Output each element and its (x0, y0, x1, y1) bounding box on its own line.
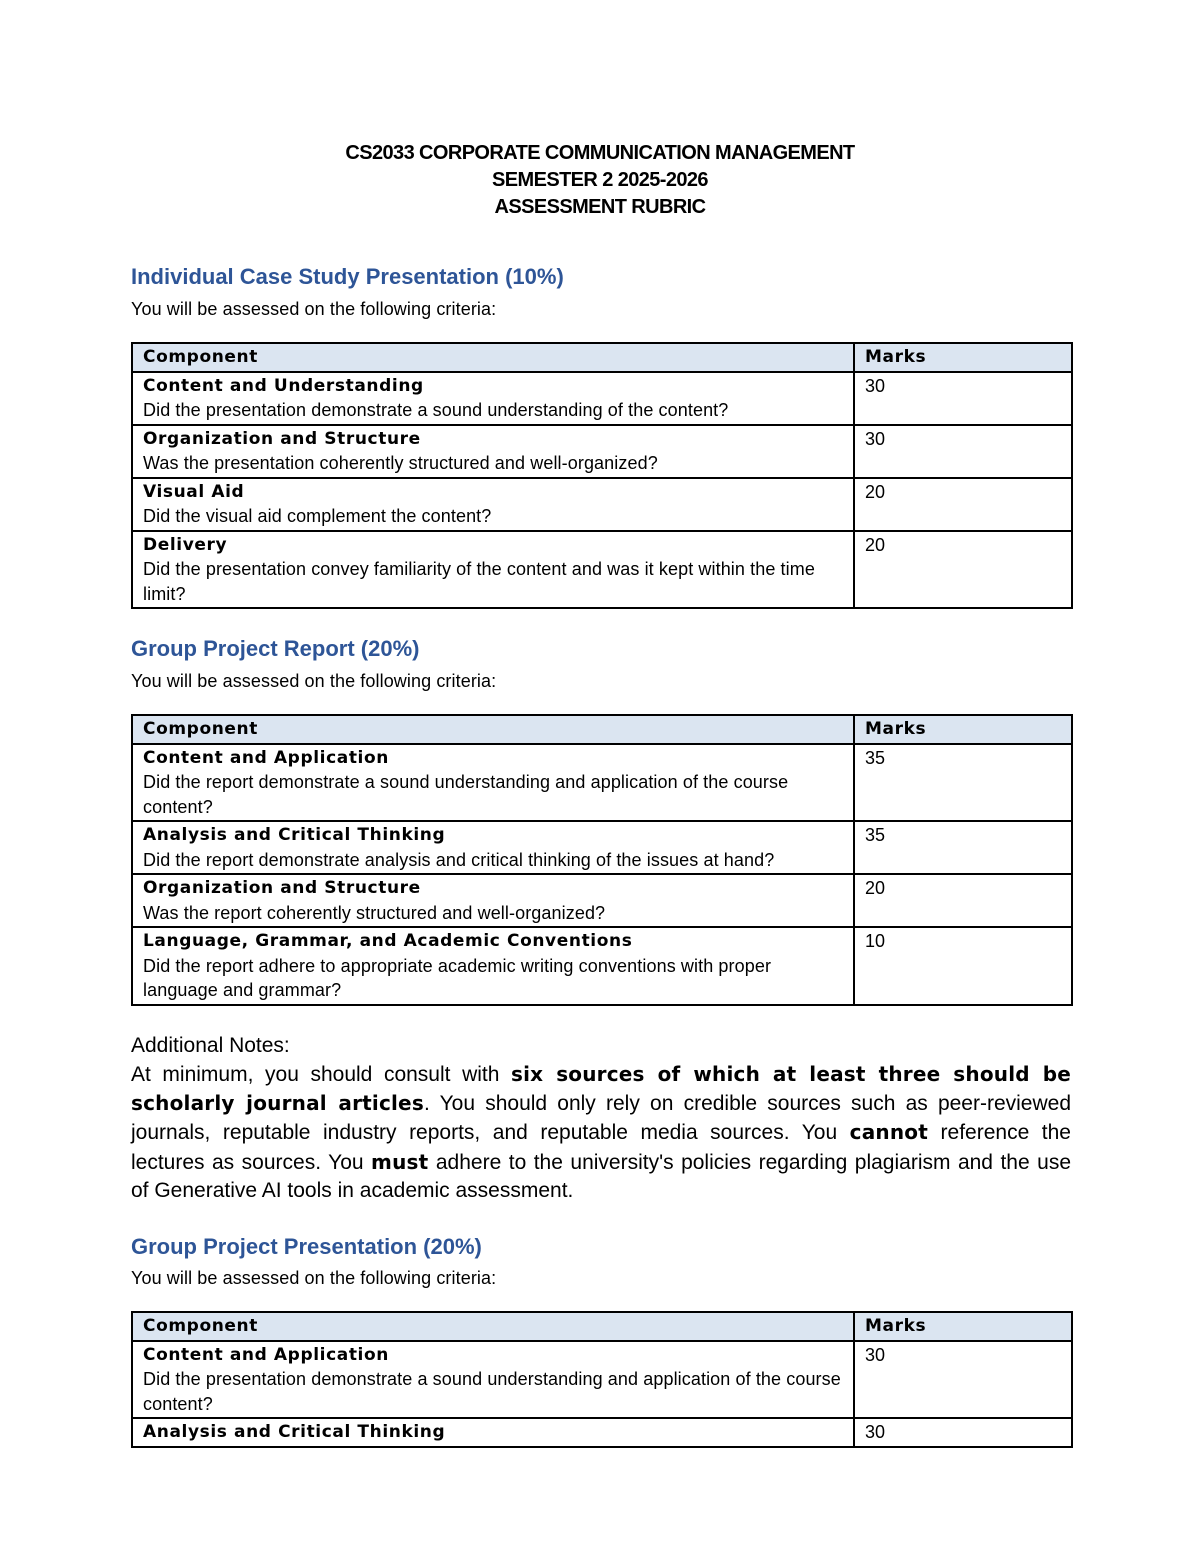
rubric-table (131, 1311, 1073, 1448)
section-title: Group Project Report (20%) (131, 636, 420, 661)
marks-cell: 10 (854, 927, 1072, 1005)
marks-column-header: Marks (854, 343, 1072, 372)
marks-cell: 30 (854, 1341, 1072, 1419)
marks-cell: 30 (854, 425, 1072, 478)
component-column-header: Component (132, 715, 854, 744)
notes-heading: Additional Notes: (131, 1033, 290, 1057)
component-name: Organization and Structure (143, 878, 421, 898)
table-row (132, 821, 1072, 874)
marks-column-header: Marks (854, 1312, 1072, 1341)
component-name: Visual Aid (143, 481, 245, 502)
component-cell (132, 874, 854, 927)
component-cell (132, 744, 854, 822)
notes-text: adhere to the university's policies regarding plagiarism and the use of Generative AI tools in academic assessment. (131, 1150, 1071, 1202)
component-name: Content and Application (143, 747, 389, 768)
component-description: Did the report demonstrate a sound understanding and application of the course content? (143, 772, 789, 817)
marks-column-header: Marks (854, 715, 1072, 744)
table-header-row (132, 343, 1072, 372)
table-row (132, 1341, 1072, 1419)
component-cell (132, 531, 854, 609)
notes-text: At minimum, you should consult with (131, 1062, 512, 1086)
semester-line: SEMESTER 2 2025-2026 (492, 169, 708, 191)
table-header-row (132, 1312, 1072, 1341)
component-name: Delivery (143, 534, 228, 555)
component-description: Was the presentation coherently structured and well-organized? (143, 453, 658, 473)
rubric-title: ASSESSMENT RUBRIC (494, 196, 706, 218)
section-group-presentation (131, 1233, 1071, 1448)
component-description: Did the visual aid complement the content? (143, 506, 492, 526)
component-cell (132, 1418, 854, 1447)
section-group-report (131, 635, 1071, 1006)
component-name: Analysis and Critical Thinking (143, 825, 446, 845)
notes-emphasis: cannot (849, 1120, 929, 1145)
marks-cell: 30 (854, 1418, 1072, 1447)
component-column-header: Component (132, 343, 854, 372)
component-name: Organization and Structure (143, 428, 421, 449)
component-name: Analysis and Critical Thinking (143, 1422, 446, 1443)
section-intro: You will be assessed on the following criteria: (131, 1268, 497, 1289)
table-row (132, 478, 1072, 531)
notes-emphasis: must (371, 1149, 429, 1174)
marks-cell: 35 (854, 744, 1072, 822)
component-cell (132, 927, 854, 1005)
table-row (132, 744, 1072, 822)
document-header (129, 140, 1071, 221)
component-name: Language, Grammar, and Academic Conventions (143, 931, 633, 951)
table-row (132, 531, 1072, 609)
component-description: Did the presentation demonstrate a sound understanding of the content? (143, 400, 729, 420)
notes-text: reference the lectures as sources. You (131, 1121, 1071, 1174)
table-row (132, 372, 1072, 425)
component-cell (132, 478, 854, 531)
rubric-table (131, 342, 1073, 609)
component-description: Was the report coherently structured and well-organized? (143, 902, 606, 923)
marks-cell: 20 (854, 478, 1072, 531)
notes-text: . You should only rely on credible sources such as peer-reviewed journals, reputable industry reports, and reputable media sources. You (131, 1092, 1072, 1145)
component-cell (132, 821, 854, 874)
table-row (132, 927, 1072, 1005)
section-individual-presentation (131, 263, 1071, 609)
course-title: CS2033 CORPORATE COMMUNICATION MANAGEMENT (345, 142, 855, 164)
component-cell (132, 372, 854, 425)
component-description: Did the presentation demonstrate a sound understanding and application of the course content? (143, 1369, 841, 1414)
component-description: Did the report adhere to appropriate academic writing conventions with proper language and grammar? (143, 955, 772, 1000)
section-title: Group Project Presentation (20%) (131, 1234, 482, 1260)
additional-notes (131, 1032, 1071, 1206)
table-row (132, 1418, 1072, 1447)
component-name: Content and Understanding (143, 375, 424, 396)
document-page (131, 140, 1071, 1448)
component-description: Did the report demonstrate analysis and critical thinking of the issues at hand? (143, 849, 775, 870)
component-column-header: Component (132, 1312, 854, 1341)
component-description: Did the presentation convey familiarity of the content and was it kept within the time limit? (143, 559, 815, 604)
marks-cell: 20 (854, 874, 1072, 927)
component-cell (132, 1341, 854, 1419)
table-header-row (132, 715, 1072, 744)
component-cell (132, 425, 854, 478)
rubric-table (131, 714, 1073, 1006)
notes-body (131, 1060, 1071, 1205)
notes-emphasis: six sources of which at least three should be scholarly journal articles (131, 1061, 1071, 1116)
table-row (132, 425, 1072, 478)
marks-cell: 35 (854, 821, 1072, 874)
marks-cell: 20 (854, 531, 1072, 609)
table-row (132, 874, 1072, 927)
component-name: Content and Application (143, 1344, 389, 1365)
marks-cell: 30 (854, 372, 1072, 425)
section-intro: You will be assessed on the following criteria: (131, 299, 497, 319)
section-intro: You will be assessed on the following criteria: (131, 671, 497, 691)
section-title: Individual Case Study Presentation (10%) (131, 264, 564, 289)
